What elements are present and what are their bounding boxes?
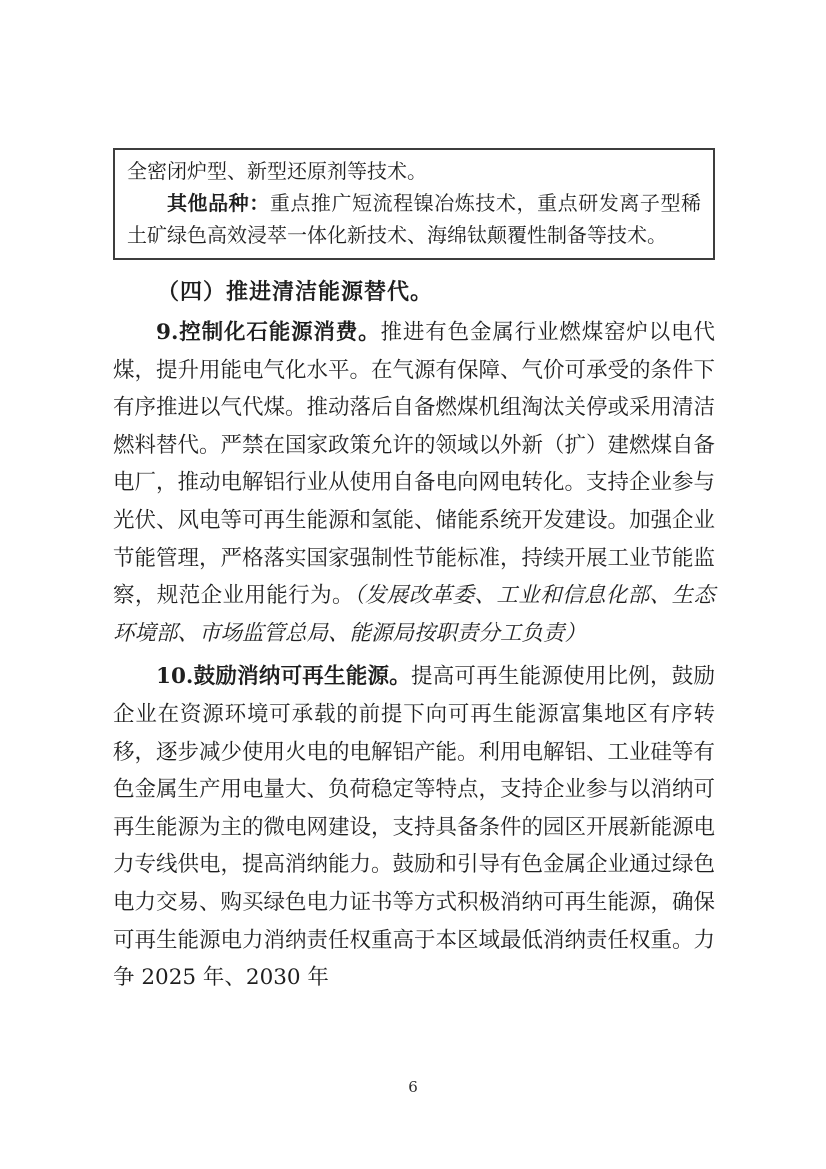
boxed-note-text: 重点推广短流程镍冶炼技术，重点研发离子型稀土矿绿色高效浸萃一体化新技术、海绵钛颠覆性制备等技术。: [127, 191, 702, 247]
paragraph-9-lead: 9.控制化石能源消费。: [156, 320, 381, 345]
boxed-note: [113, 148, 715, 260]
paragraph-9-body: 推进有色金属行业燃煤窑炉以电代煤，提升用能电气化水平。在气源有保障、气价可承受的条件下有序推进以气代煤。推动落后自备燃煤机组淘汰关停或采用清洁燃料替代。严禁在国家政策允许的领域以外新（扩）建燃煤自备电厂，推动电解铝行业从使用自备电向网电转化。支持企业参与光伏、风电等可再生能源和氢能、储能系统开发建设。加强企业节能管理，严格落实国家强制性节能标准，持续开展工业节能监察，规范企业用能行为。: [113, 320, 716, 609]
boxed-note-paragraph-2: [127, 187, 701, 251]
page-number: 6: [408, 1078, 418, 1096]
paragraph-10-lead: 10.鼓励消纳可再生能源。: [156, 664, 411, 690]
paragraph-10: [113, 658, 715, 996]
boxed-note-label: 其他品种：: [167, 191, 270, 215]
page-content: [113, 148, 715, 997]
boxed-note-paragraph-1: 全密闭炉型、新型还原剂等技术。: [127, 159, 427, 183]
paragraph-10-body: 提高可再生能源使用比例，鼓励企业在资源环境可承载的前提下向可再生能源富集地区有序转移，逐步减少使用火电的电解铝产能。利用电解铝、工业硅等有色金属生产用电量大、负荷稳定等特点，支持企业参与以消纳可再生能源为主的微电网建设，支持具备条件的园区开展新能源电力专线供电，提高消纳能力。鼓励和引导有色金属企业通过绿色电力交易、购买绿色电力证书等方式积极消纳可再生能源，确保可再生能源电力消纳责任权重高于本区域最低消纳责任权重。力争 2025 年、2030 年: [113, 664, 716, 991]
paragraph-9: [113, 314, 715, 652]
paragraph-9-attribution: （发展改革委、工业和信息化部、生态环境部、市场监管总局、能源局按职责分工负责）: [113, 583, 715, 646]
section-heading: （四）推进清洁能源替代。: [157, 279, 434, 305]
